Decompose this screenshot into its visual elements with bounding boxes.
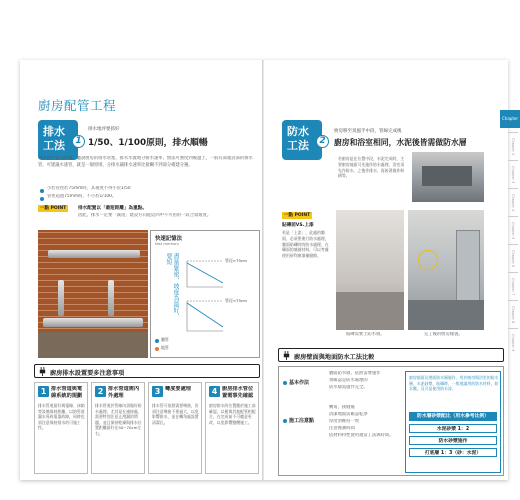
pipe-shape [48, 250, 140, 258]
pipe-label-large: 管徑>75cm [225, 258, 247, 263]
photo-caption-1: 貼磚需要上防水層。 [346, 332, 385, 337]
col-head: 廚房排水管位置需事先確認 [222, 386, 254, 399]
point-body: 若是「上漆」，此處的牆面，必須要進行防水處理，牆面貼磚時的防水處理，在磚面的填縫材料，可以考慮使用矽利康填補縫隙。 [282, 230, 329, 259]
memo-text: 盡量緊密，坡度為最好，要短 [165, 253, 179, 319]
ratio-1: 水泥砂漿 1：2 [409, 424, 497, 433]
notice-section-bar [34, 364, 260, 378]
col-number: 4 [209, 386, 220, 397]
chapter-tabs [508, 132, 518, 356]
method-subtitle: 排水地坪要抓好 [88, 127, 120, 132]
mix-intro: 廚房地面及壁面防水層施作，用於廚房與浴室的防水層，水泥砂漿，貼磚時，一般建議用的防水材料，防水膜，及可是使用防水漆。 [409, 375, 499, 392]
chapter-tab[interactable]: Chapter 5 [508, 216, 518, 244]
page-title: 廚房配管工程 [38, 98, 117, 113]
left-page [20, 60, 262, 480]
row-item: 轉角、接縫處 [329, 405, 355, 410]
col-head: 排水管道需內外處理 [108, 386, 140, 399]
ratio-2: 防水砂漿施作 [409, 436, 497, 445]
method-number-1: 1 [72, 135, 85, 148]
point-tag: 一點 POINT [284, 213, 311, 218]
notice-col-3 [148, 382, 202, 474]
row-item: 依材料特性使用適當工法與時間。 [329, 433, 394, 438]
plug-icon [38, 367, 47, 376]
legend-2: 地管 [161, 345, 169, 350]
floor-shape [38, 332, 148, 358]
row-item: 厚度須維持一致 [329, 419, 360, 424]
memo-title: 快速記憶法 [155, 236, 182, 242]
col-head: 彎度要處理 [165, 386, 191, 392]
row-item: 清潔地面需確認乾淨 [329, 412, 368, 417]
method-headline: 1/50、1/100原則，排水順暢 [88, 138, 208, 148]
badge-line2: 工法 [287, 139, 309, 152]
right-page [264, 60, 508, 480]
chapter-tab[interactable]: Chapter 8 [508, 300, 518, 328]
legend-dot [155, 339, 159, 343]
row-label-2: 施工注意點 [289, 418, 315, 424]
tiling-photo [336, 210, 404, 330]
legend-1: 牆管 [161, 337, 169, 342]
point-tag: 一點 POINT [40, 206, 67, 211]
bullet-2: 管徑超過75mm時，不小於1/100。 [47, 194, 117, 199]
method-number-2: 2 [316, 135, 329, 148]
row-item: 牆面防水層，依照需要施作 [329, 371, 381, 376]
finished-kitchen-photo [408, 210, 484, 330]
notice-col-1 [34, 382, 88, 474]
plug-icon [282, 351, 291, 360]
point-title: 貼磚前VS.上漆 [282, 223, 314, 228]
bullet-icon [283, 381, 287, 385]
counter-shape [408, 300, 484, 330]
compare-section-bar [278, 348, 504, 362]
highlight-circle [418, 250, 438, 270]
mix-title: 防水層砂漿配比（用水參考比例） [409, 412, 497, 421]
method-body: 很多也戶有入住後，聽說廚房的排水管塞，排水水流地分排水速率，無法可強度到後邊上，一般有部建設部的排水管，可建議水速管，就是一個原則，分排水鋪排水速率比接觸不到部分確建分鐘。 [38, 156, 253, 168]
chapter-tab[interactable]: Chapter 2 [508, 132, 518, 160]
memo-subtitle: fast memory [155, 241, 180, 246]
row-label-1: 基本作法 [289, 380, 310, 386]
col-body: 排水管道於管線內須做好防水處理，尤其是在連接處，需要特別注意止洩漏的問題，並且保持乾燥與排水位置距離最好在50~70cm左右。 [95, 403, 142, 436]
floor-shape [336, 292, 404, 330]
chapter-tab-active[interactable]: Chapter 一 廚房 [500, 110, 520, 128]
kitchen-photo-top [412, 152, 484, 202]
method-body: 若廚房是在位置中段，水泥完成時，主要廚房地面可先施作防水處理，浴室須先作防水，之後作排水，再接著施作粉刷等。 [338, 156, 405, 179]
bullet-icon [40, 189, 44, 193]
compare-box [278, 366, 504, 476]
chapter-tab[interactable]: Chapter 7 [508, 272, 518, 300]
method-subtitle: 廚房移至臭風手中段，管線完成後 [334, 129, 402, 134]
photo-caption-2: 完工後的廚房樣貌。 [424, 332, 463, 337]
memo-box [150, 230, 260, 358]
legend-dot [155, 347, 159, 351]
col-body: 排水管可依照需要彎曲，但須注意彎曲不要過大，以免影響排水，並在轉角處設置清潔孔。 [152, 403, 199, 425]
cabinet-shape [422, 166, 472, 186]
pipe-shape [58, 280, 64, 316]
point-body: 因此，排水一定要「減短」建設方向從這四中不可由的一段合資坡度。 [78, 213, 212, 218]
pipe-shape [43, 318, 143, 327]
col-head: 排水管道與電線系統的規劃 [51, 386, 83, 399]
badge-line1: 排水 [43, 125, 65, 138]
notice-col-4 [205, 382, 259, 474]
chapter-tab[interactable]: Chapter 9 [508, 328, 518, 356]
col-number: 2 [95, 386, 106, 397]
chapter-tab[interactable]: Chapter 6 [508, 244, 518, 272]
col-body: 廚房排水的位置應於施工前確認，以便與其他配管相配合，在完成前不可隨意更改，以免影響整體施工。 [209, 403, 256, 425]
chapter-tab[interactable]: Chapter 3 [508, 160, 518, 188]
method-headline: 廚房和浴室相同，水泥後皆需做防水層 [334, 138, 467, 147]
point-title: 排水配置以「最短距離」為重點。 [78, 206, 147, 211]
badge-line1: 防水 [287, 125, 309, 138]
compare-title: 廚房壁面與地面防水工法比較 [294, 354, 375, 361]
notice-title: 廚房排水設置要多注意事項 [50, 370, 125, 377]
slope-diagram [183, 253, 259, 339]
notice-col-2 [91, 382, 145, 474]
bullet-1: 小於管徑於75mm時，其坡度不得小於1/50 [47, 186, 131, 191]
col-number: 1 [38, 386, 49, 397]
pipe-label-small: 管徑<75cm [225, 298, 247, 303]
badge-line2: 工法 [43, 139, 65, 152]
chapter-tab[interactable]: Chapter 4 [508, 188, 518, 216]
drain-pipe-photo [38, 230, 148, 358]
bullet-icon [283, 419, 287, 423]
row-item: 防水層需施作完全。 [329, 385, 368, 390]
row-item: 注意養護時間 [329, 426, 355, 431]
row-item: 須確認是防水處理的 [329, 378, 368, 383]
pipe-shape [108, 280, 114, 316]
col-number: 3 [152, 386, 163, 397]
col-body: 排水管道最好與電線、冰箱等設備保持距離，以防管道漏水導致電器故障，同時也須注意保持排水的可施工性。 [38, 403, 85, 431]
mix-ratio-box [405, 371, 501, 473]
bullet-icon [40, 197, 44, 201]
ratio-3: 打底層 1：3（砂：水泥） [409, 448, 497, 457]
